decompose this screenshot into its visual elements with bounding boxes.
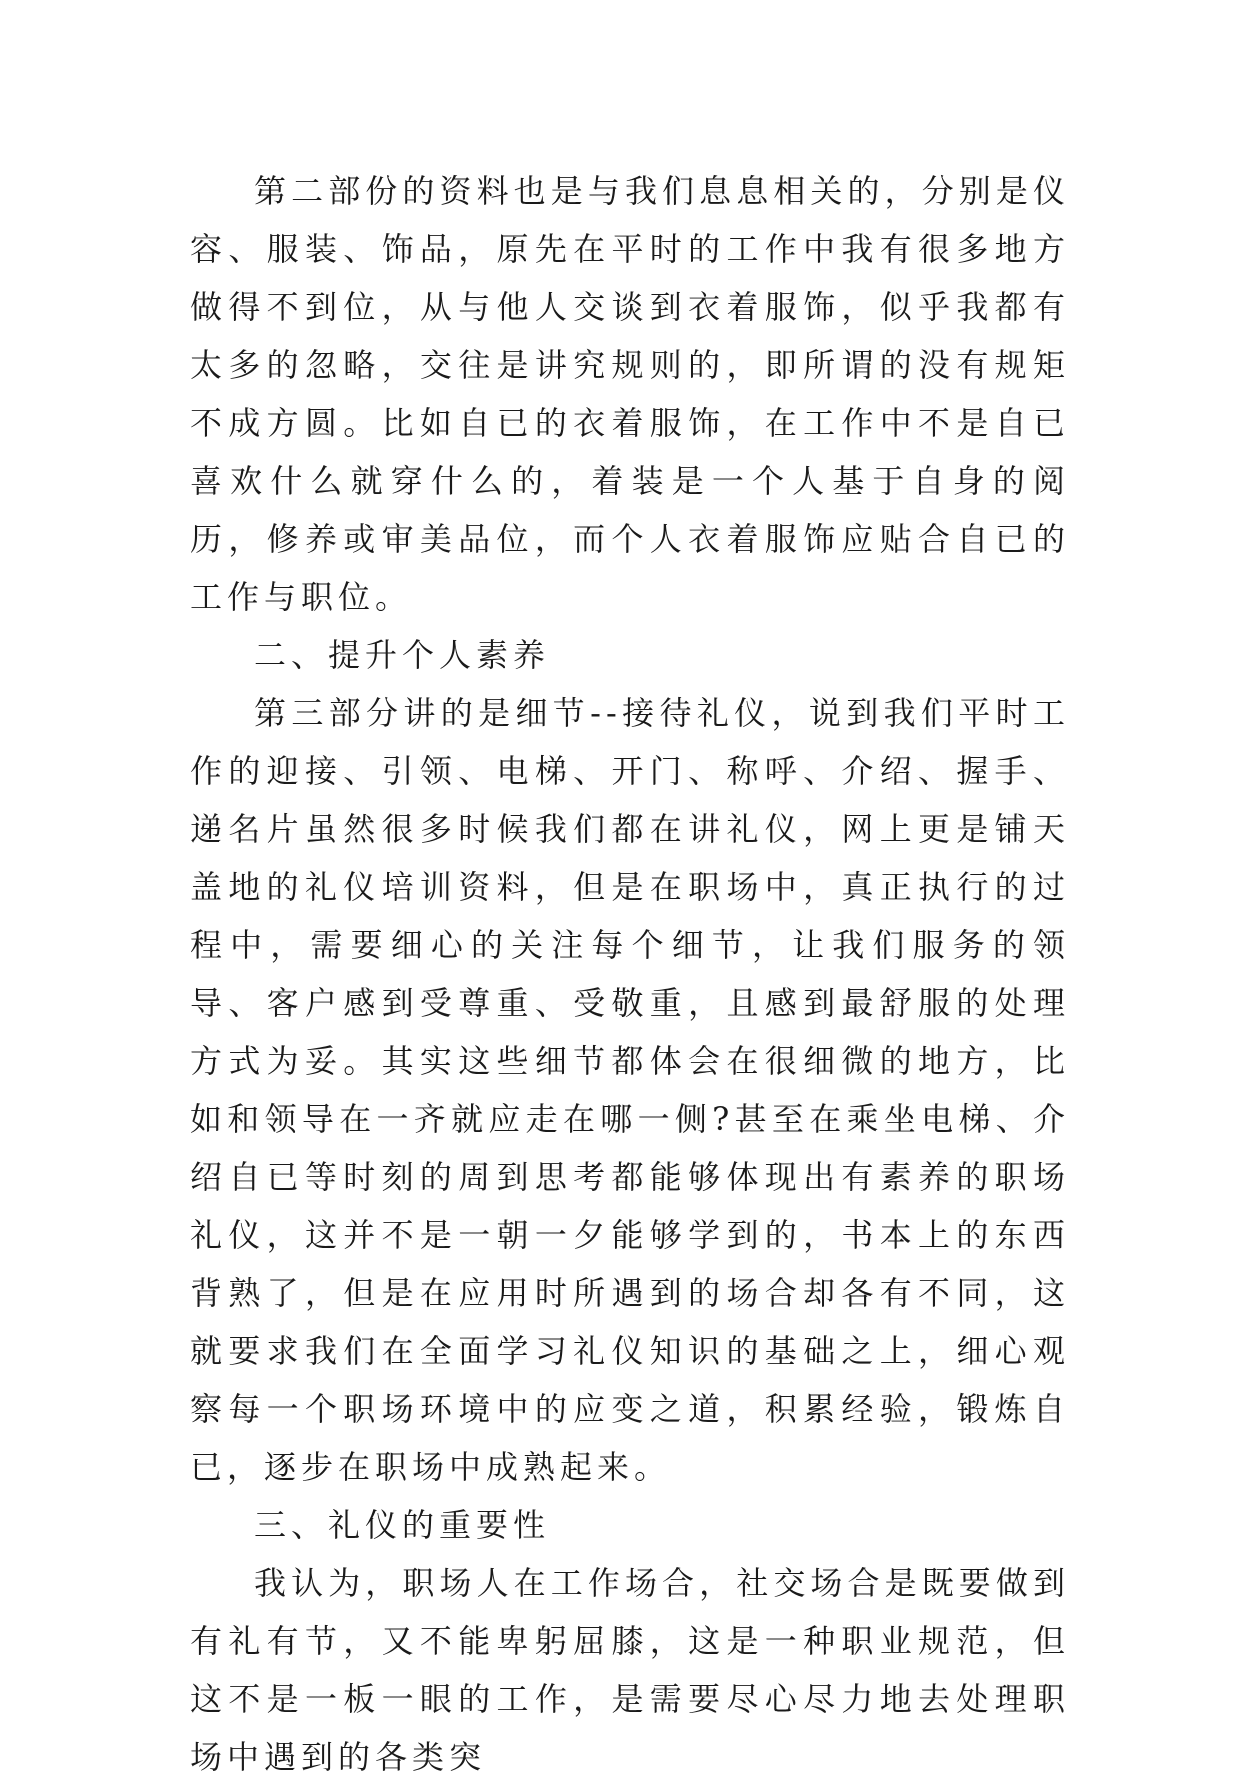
paragraph-workplace-conduct: 我认为，职场人在工作场合，社交场合是既要做到有礼有节，又不能卑躬屈膝，这是一种职业规范，但这不是一板一眼的工作，是需要尽心尽力地去处理职场中遇到的各类突 [190, 1564, 1070, 1776]
section-heading-importance-of-etiquette: 三、礼仪的重要性 [254, 1506, 551, 1544]
paragraph-reception-etiquette: 第三部分讲的是细节--接待礼仪，说到我们平时工作的迎接、引领、电梯、开门、称呼、介绍、握手、递名片虽然很多时候我们都在讲礼仪，网上更是铺天盖地的礼仪培训资料，但是在职场中，真正执行的过程中，需要细心的关注每个细节，让我们服务的领导、客户感到受尊重、受敬重，且感到最舒服的处理方式为妥。其实这些细节都体会在很细微的地方，比如和领导在一齐就应走在哪一侧?甚至在乘坐电梯、介绍自已等时刻的周到思考都能够体现出有素养的职场礼仪，这并不是一朝一夕能够学到的，书本上的东西背熟了，但是在应用时所遇到的场合却各有不同，这就要求我们在全面学习礼仪知识的基础之上，细心观察每一个职场环境中的应变之道，积累经验，锻炼自已，逐步在职场中成熟起来。 [190, 694, 1070, 1486]
paragraph-appearance-clothing: 第二部份的资料也是与我们息息相关的，分别是仪容、服装、饰品，原先在平时的工作中我有很多地方做得不到位，从与他人交谈到衣着服饰，似乎我都有太多的忽略，交往是讲究规则的，即所谓的没有规矩不成方圆。比如自已的衣着服饰，在工作中不是自已喜欢什么就穿什么的，着装是一个人基于自身的阅历，修养或审美品位，而个人衣着服饰应贴合自已的工作与职位。 [190, 172, 1070, 616]
section-heading-personal-quality: 二、提升个人素养 [254, 636, 551, 674]
document-body [190, 162, 1070, 1786]
